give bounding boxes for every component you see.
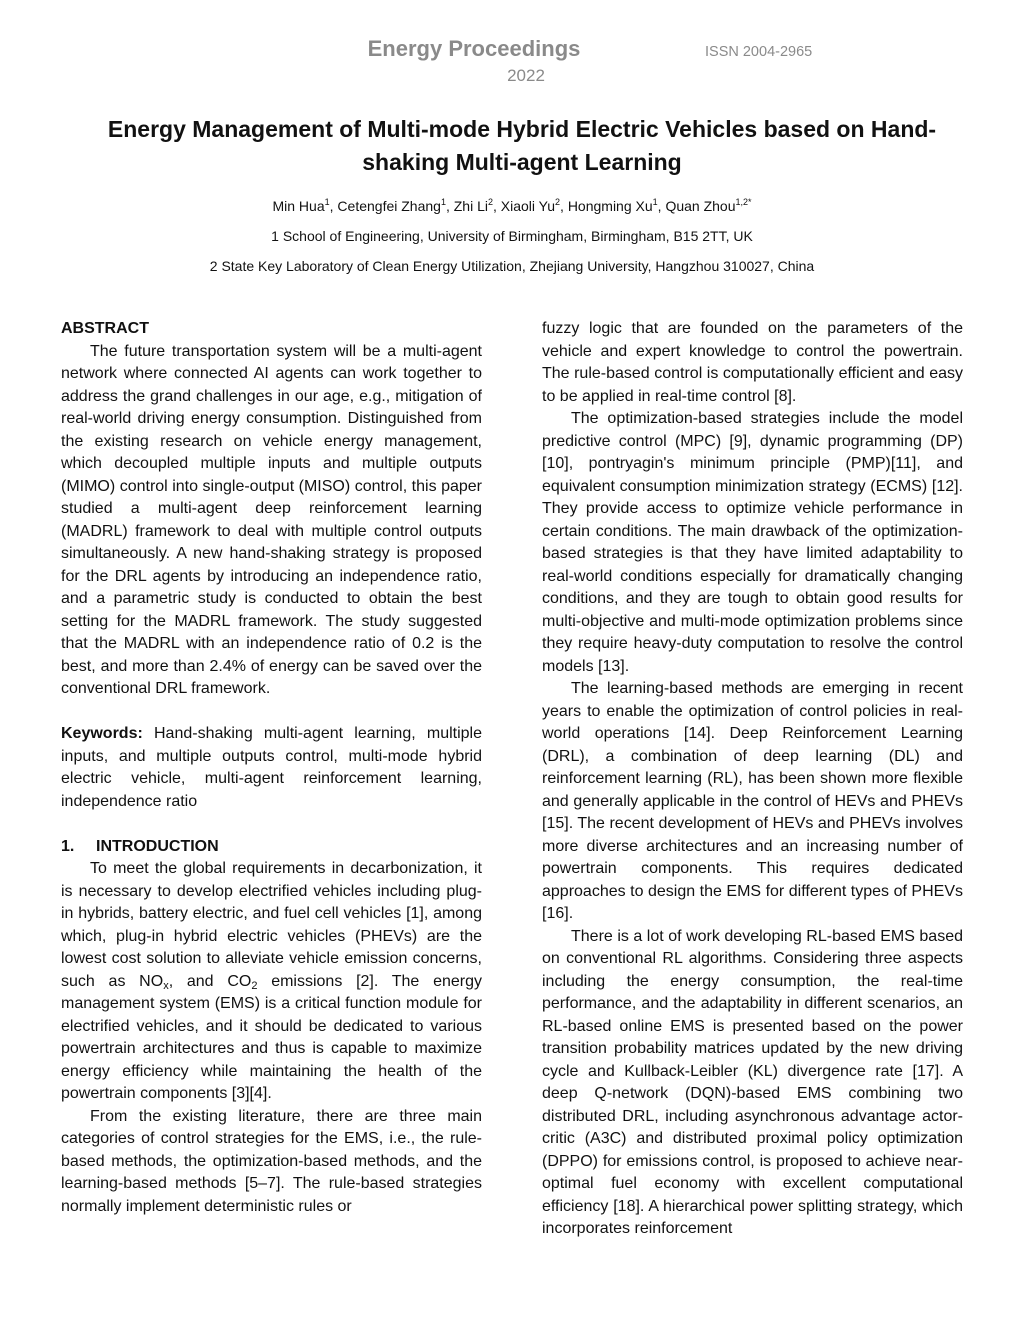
author-affiliation-mark: 1 <box>440 197 446 207</box>
affiliation-2: 2 State Key Laboratory of Clean Energy Utilization, Zhejiang University, Hangzhou 310027, China <box>209 258 815 274</box>
keywords-label: Keywords: <box>61 725 143 742</box>
author-name: Quan Zhou <box>665 198 736 214</box>
paragraph: From the existing literature, there are three main categories of control strategies for the EMS, i.e., the rule-based methods, the optimization-based methods, and the learning-based methods [5–7]. The rule-based strategies normally implement deterministic rules or <box>61 1107 482 1215</box>
author-name: Cetengfei Zhang <box>337 198 441 214</box>
author-list: Min Hua$^1$, Cetengfei Zhang$^1$, Zhi Li$^2$, Xiaoli Yu$^2$, Hongming Xu$^1$, Quan Zhou$^{1,2*}$ <box>272 197 752 214</box>
author-name: Min Hua <box>272 198 325 214</box>
left-column <box>61 318 482 1218</box>
keywords <box>61 723 482 813</box>
paragraph: The optimization-based strategies include the model predictive control (MPC) [9], dynamic programming (DP) [10], pontryagin's minimum principle (PMP)[11], and equivalent consumption minimization strategy (ECMS) [12]. They provide access to optimize vehicle performance in certain conditions. The main drawback of the optimization-based strategies is that they have limited adaptability to real-world conditions especially for dramatically changing conditions, and they are tough to obtain good results for multi-objective and multi-mode optimization problems since they require heavy-duty computation to resolve the control models [13]. <box>542 410 963 675</box>
section-number: 1. <box>61 837 75 855</box>
keywords-text: Hand-shaking multi-agent learning, multiple inputs, and multiple outputs control, multi-mode hybrid electric vehicle, multi-agent reinforcement learning, independence ratio <box>61 725 482 810</box>
author-name: Xiaoli Yu <box>500 198 556 214</box>
author-affiliation-mark: 2 <box>555 197 561 207</box>
issn: ISSN 2004-2965 <box>705 44 813 60</box>
section-heading <box>61 836 482 859</box>
abstract-text: The future transportation system will be a multi-agent network where connected AI agents can work together to address the grand challenges in our age, e.g., mitigation of real-world driving energy consumption. Distinguished from the existing research on vehicle energy management, which decoupled multiple inputs and multiple outputs (MIMO) control into single-output (MISO) control, this paper studied a multi-agent deep reinforcement learning (MADRL) framework to deal with multiple control outputs simultaneously. A new hand-shaking strategy is proposed for the DRL agents by introducing an independence ratio, and a parametric study is conducted to obtain the best setting for the MADRL framework. The study suggested that the MADRL with an independence ratio of 0.2 is the best, and more than 2.4% of energy can be saved over the conventional DRL framework. <box>61 342 482 697</box>
author-affiliation-mark: 2 <box>487 197 493 207</box>
author-name: Zhi Li <box>453 198 488 214</box>
author-affiliation-mark: 1 <box>652 197 658 207</box>
section-title: INTRODUCTION <box>96 837 219 855</box>
paragraph: To meet the global requirements in decarbonization, it is necessary to develop electrified vehicles including plug-in hybrids, battery electric, and fuel cell vehicles [1], among which, plug-in hybrid electric vehicles (PHEVs) are the lowest cost solution to alleviate vehicle emission concerns, such as $NO_x$, and $CO_2$ emissions [2]. The energy management system (EMS) is a critical function module for electrified vehicles, and it should be dedicated to various powertrain architectures and thus is capable to maximize energy efficiency while maintaining the health of the powertrain components [3][4]. <box>61 860 482 1102</box>
right-column <box>542 318 963 1241</box>
abstract-heading: ABSTRACT <box>61 320 149 337</box>
paragraph: fuzzy logic that are founded on the parameters of the vehicle and expert knowledge to control the powertrain. The rule-based control is computationally efficient and easy to be applied in real-time control [8]. <box>542 320 963 405</box>
paragraph: There is a lot of work developing RL-based EMS based on conventional RL algorithms. Considering three aspects including the energy consumption, the real-time performance, and the adaptability in different scenarios, an RL-based online EMS is presented based on the power transition probability matrices updated by the new driving cycle and Kullback-Leibler (KL) divergence rate [17]. A deep Q-network (DQN)-based EMS combining two distributed DRL, including asynchronous advantage actor-critic (A3C) and distributed proximal policy optimization (DPPO) for emissions control, is proposed to achieve near-optimal fuel economy with excellent computational efficiency [18]. A hierarchical power splitting strategy, which incorporates reinforcement <box>542 927 963 1237</box>
journal-year: 2022 <box>507 66 545 85</box>
title-line: Energy Management of Multi-mode Hybrid Electric Vehicles based on Hand- <box>107 116 937 142</box>
author-name: Hongming Xu <box>567 198 653 214</box>
title-line: shaking Multi-agent Learning <box>362 149 682 175</box>
author-affiliation-mark: 1 <box>324 197 330 207</box>
author-affiliation-mark: 1,2* <box>735 197 752 207</box>
paragraph: The learning-based methods are emerging in recent years to enable the optimization of control policies in real-world operations [14]. Deep Reinforcement Learning (DRL), a combination of deep learning (DL) and reinforcement learning (RL), has been shown more flexible and generally applicable in the control of HEVs and PHEVs [15]. The recent development of HEVs and PHEVs involves more diverse architectures and an increasing number of powertrain components. This requires dedicated approaches to design the EMS for different types of PHEVs [16]. <box>542 680 963 922</box>
journal-name: Energy Proceedings <box>367 36 581 61</box>
paper-title <box>80 113 964 179</box>
affiliation-1: 1 School of Engineering, University of Birmingham, Birmingham, B15 2TT, UK <box>271 228 753 244</box>
